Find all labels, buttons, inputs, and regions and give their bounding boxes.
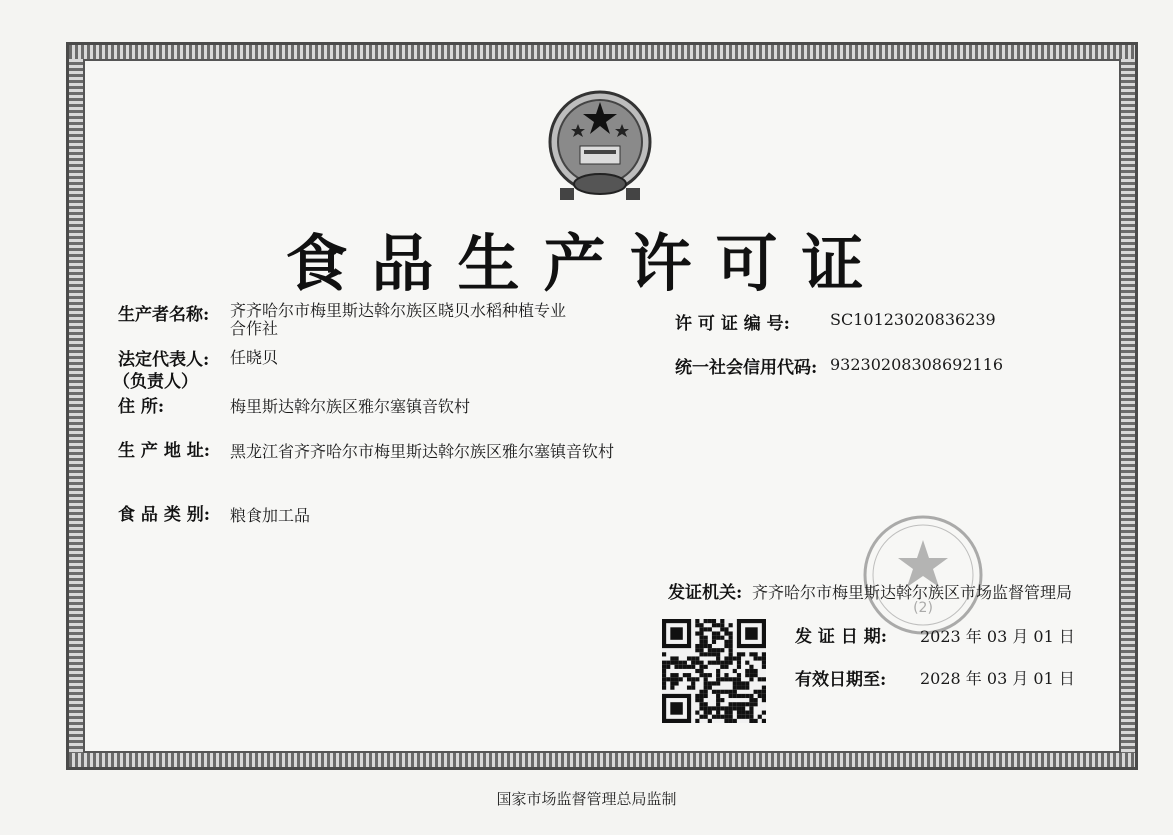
legal-representative-value: 任晓贝 xyxy=(230,348,279,367)
address-value: 梅里斯达斡尔族区雅尔塞镇音钦村 xyxy=(230,397,471,416)
issue-date-value: 2023 年 03 月 01 日 xyxy=(920,627,1075,646)
legal-representative-sublabel: （负责人） xyxy=(113,372,198,392)
producer-name-value: 齐齐哈尔市梅里斯达斡尔族区晓贝水稻种植专业 xyxy=(230,301,567,320)
producer-name-label: 生产者名称: xyxy=(118,305,210,325)
food-category-value: 粮食加工品 xyxy=(230,506,311,525)
valid-until-label: 有效日期至: xyxy=(795,670,887,690)
footer-supervision-text: 国家市场监督管理总局监制 xyxy=(496,790,677,808)
qr-code-icon xyxy=(662,619,766,723)
address-label: 住 所: xyxy=(118,397,165,417)
producer-name-value-line2: 合作社 xyxy=(230,319,279,338)
production-address-label: 生 产 地 址: xyxy=(118,441,211,461)
certificate-title: 食品生产许可证 xyxy=(285,227,888,300)
issuing-authority-label: 发证机关: xyxy=(668,583,743,603)
credit-code-value: 93230208308692116 xyxy=(830,355,1004,374)
credit-code-label: 统一社会信用代码: xyxy=(675,358,818,378)
issue-date-label: 发 证 日 期: xyxy=(795,627,888,647)
seal-number: (2) xyxy=(913,600,933,616)
valid-until-value: 2028 年 03 月 01 日 xyxy=(920,669,1075,688)
national-emblem-icon xyxy=(540,84,660,206)
legal-representative-label: 法定代表人: xyxy=(118,350,210,370)
food-category-label: 食 品 类 别: xyxy=(118,505,211,525)
license-number-label: 许 可 证 编 号: xyxy=(675,314,790,334)
production-address-value: 黑龙江省齐齐哈尔市梅里斯达斡尔族区雅尔塞镇音钦村 xyxy=(230,442,615,461)
license-number-value: SC10123020836239 xyxy=(830,310,996,329)
official-seal-icon xyxy=(858,510,988,640)
issuing-authority-value: 齐齐哈尔市梅里斯达斡尔族区市场监督管理局 xyxy=(752,583,1073,602)
